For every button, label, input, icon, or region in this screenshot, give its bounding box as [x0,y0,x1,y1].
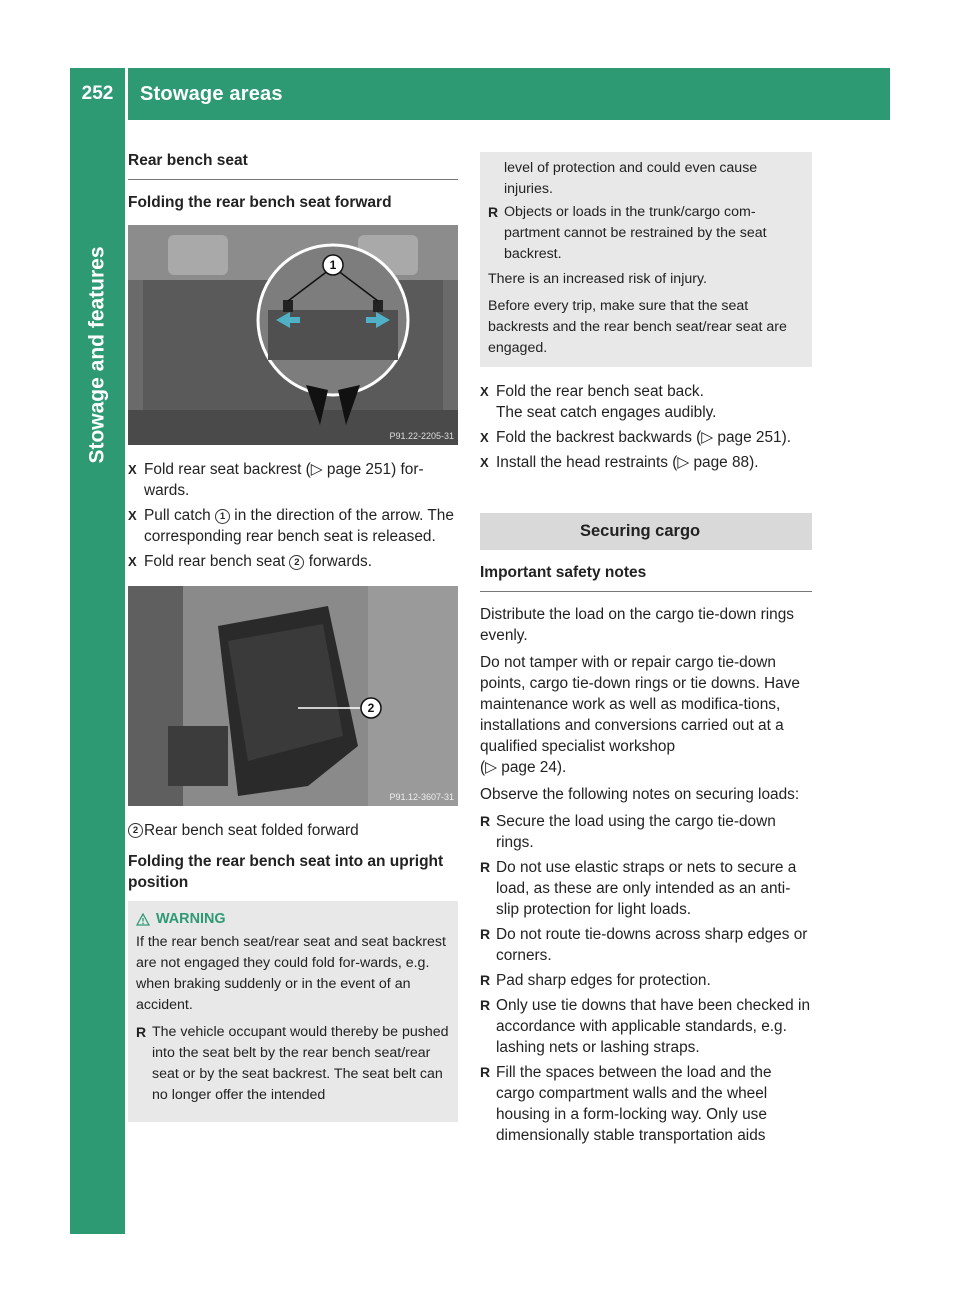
figure-rear-seat-catches [128,225,458,445]
steps-fold-forward [128,459,458,572]
warning-box-continued [480,152,812,367]
page-ref-icon: ▷ [485,759,497,776]
paragraph-tamper: Do not tamper with or repair cargo tie-down points, cargo tie-down rings or tie downs. Have maintenance work as well as modifica-tions, installations and conversions carried out at a qualified specialist workshop (▷ page 24). [480,654,800,776]
page-ref-icon: ▷ [701,429,714,446]
figure2-code: P91.12-3607-31 [389,792,454,802]
paragraph-distribute: Distribute the load on the cargo tie-down rings evenly. [480,606,794,644]
subheading-fold-forward: Folding the rear bench seat forward [128,194,392,211]
step-1: X Fold rear seat backrest (▷ page 251) for-wards. [128,461,424,499]
section-title-rear-bench: Rear bench seat [128,150,458,180]
callout-2-icon: 2 [128,823,143,838]
figure-seat-folded [128,586,458,806]
warning-header [136,909,450,930]
figure2-callout: 2 [367,701,375,715]
figure1-code: P91.22-2205-31 [389,431,454,441]
steps-upright [480,381,812,473]
subheading-safety-notes: Important safety notes [480,562,812,592]
warning-cont-line: level of protection and could even cause injuries. [504,160,758,197]
right-column [480,152,812,1150]
warning-triangle-icon [136,913,150,926]
paragraph-observe: Observe the following notes on securing loads: [480,786,800,803]
page-ref-icon: ▷ [677,454,690,471]
side-tab-label: Stowage and features [85,246,109,464]
step-2: X Pull catch 1 in the direction of the arrow. The corresponding rear bench seat is released. [128,507,454,545]
list-item: R Fill the spaces between the load and the cargo compartment walls and the wheel housing in a form-locking way. Only use dimensionally stable transportation aids [480,1064,772,1144]
cargo-notes-list [480,811,812,1146]
warning-cont-p2: Before every trip, make sure that the seat backrests and the rear bench seat/rear seat are engaged. [488,298,787,356]
warning-box [128,901,458,1122]
step-head-restraints: X Install the head restraints (▷ page 88). [480,454,759,471]
callout-1-icon: 1 [215,509,230,524]
page-title: Stowage areas [140,83,283,105]
list-item: R Only use tie downs that have been checked in accordance with applicable standards, e.g. lashing nets or lashing straps. [480,997,810,1056]
list-item: R Secure the load using the cargo tie-down rings. [480,813,776,851]
warning-title: WARNING [156,911,226,927]
list-item: R Do not use elastic straps or nets to secure a load, as these are only intended as an anti-slip protection for light loads. [480,859,797,918]
rear-seat-illustration [128,225,458,445]
list-item: R Pad sharp edges for protection. [480,972,711,989]
page-ref-icon: ▷ [310,461,323,478]
callout-2-icon: 2 [289,555,304,570]
figure1-callout: 1 [329,258,337,272]
warning-cont-bullet: R Objects or loads in the trunk/cargo com-partment cannot be restrained by the seat backrest. [488,204,767,262]
heading-securing-cargo: Securing cargo [480,513,812,550]
list-item: R Do not route tie-downs across sharp edges or corners. [480,926,808,964]
figure-caption: 2 Rear bench seat folded forward [128,820,458,841]
warning-text: If the rear bench seat/rear seat and seat backrest are not engaged they could fold for-wards, e.g. when braking suddenly or in the event of an accident. [136,934,446,1013]
step-fold-back: X Fold the rear bench seat back. The seat catch engages audibly. [480,383,717,421]
side-tab-label-wrap [70,120,125,590]
subheading-upright: Folding the rear bench seat into an upright position [128,853,444,891]
step-backrest: X Fold the backrest backwards (▷ page 251). [480,429,792,446]
warning-bullet: R The vehicle occupant would thereby be pushed into the seat belt by the rear bench seat/rear seat or by the seat backrest. The seat belt can no longer offer the intended [136,1024,449,1103]
page-number: 252 [81,83,114,104]
step-3: X Fold rear bench seat 2 forwards. [128,553,373,570]
folded-seat-illustration [128,586,458,806]
warning-cont-p1: There is an increased risk of injury. [488,271,707,287]
left-column [128,150,458,1122]
header-divider [125,68,128,120]
